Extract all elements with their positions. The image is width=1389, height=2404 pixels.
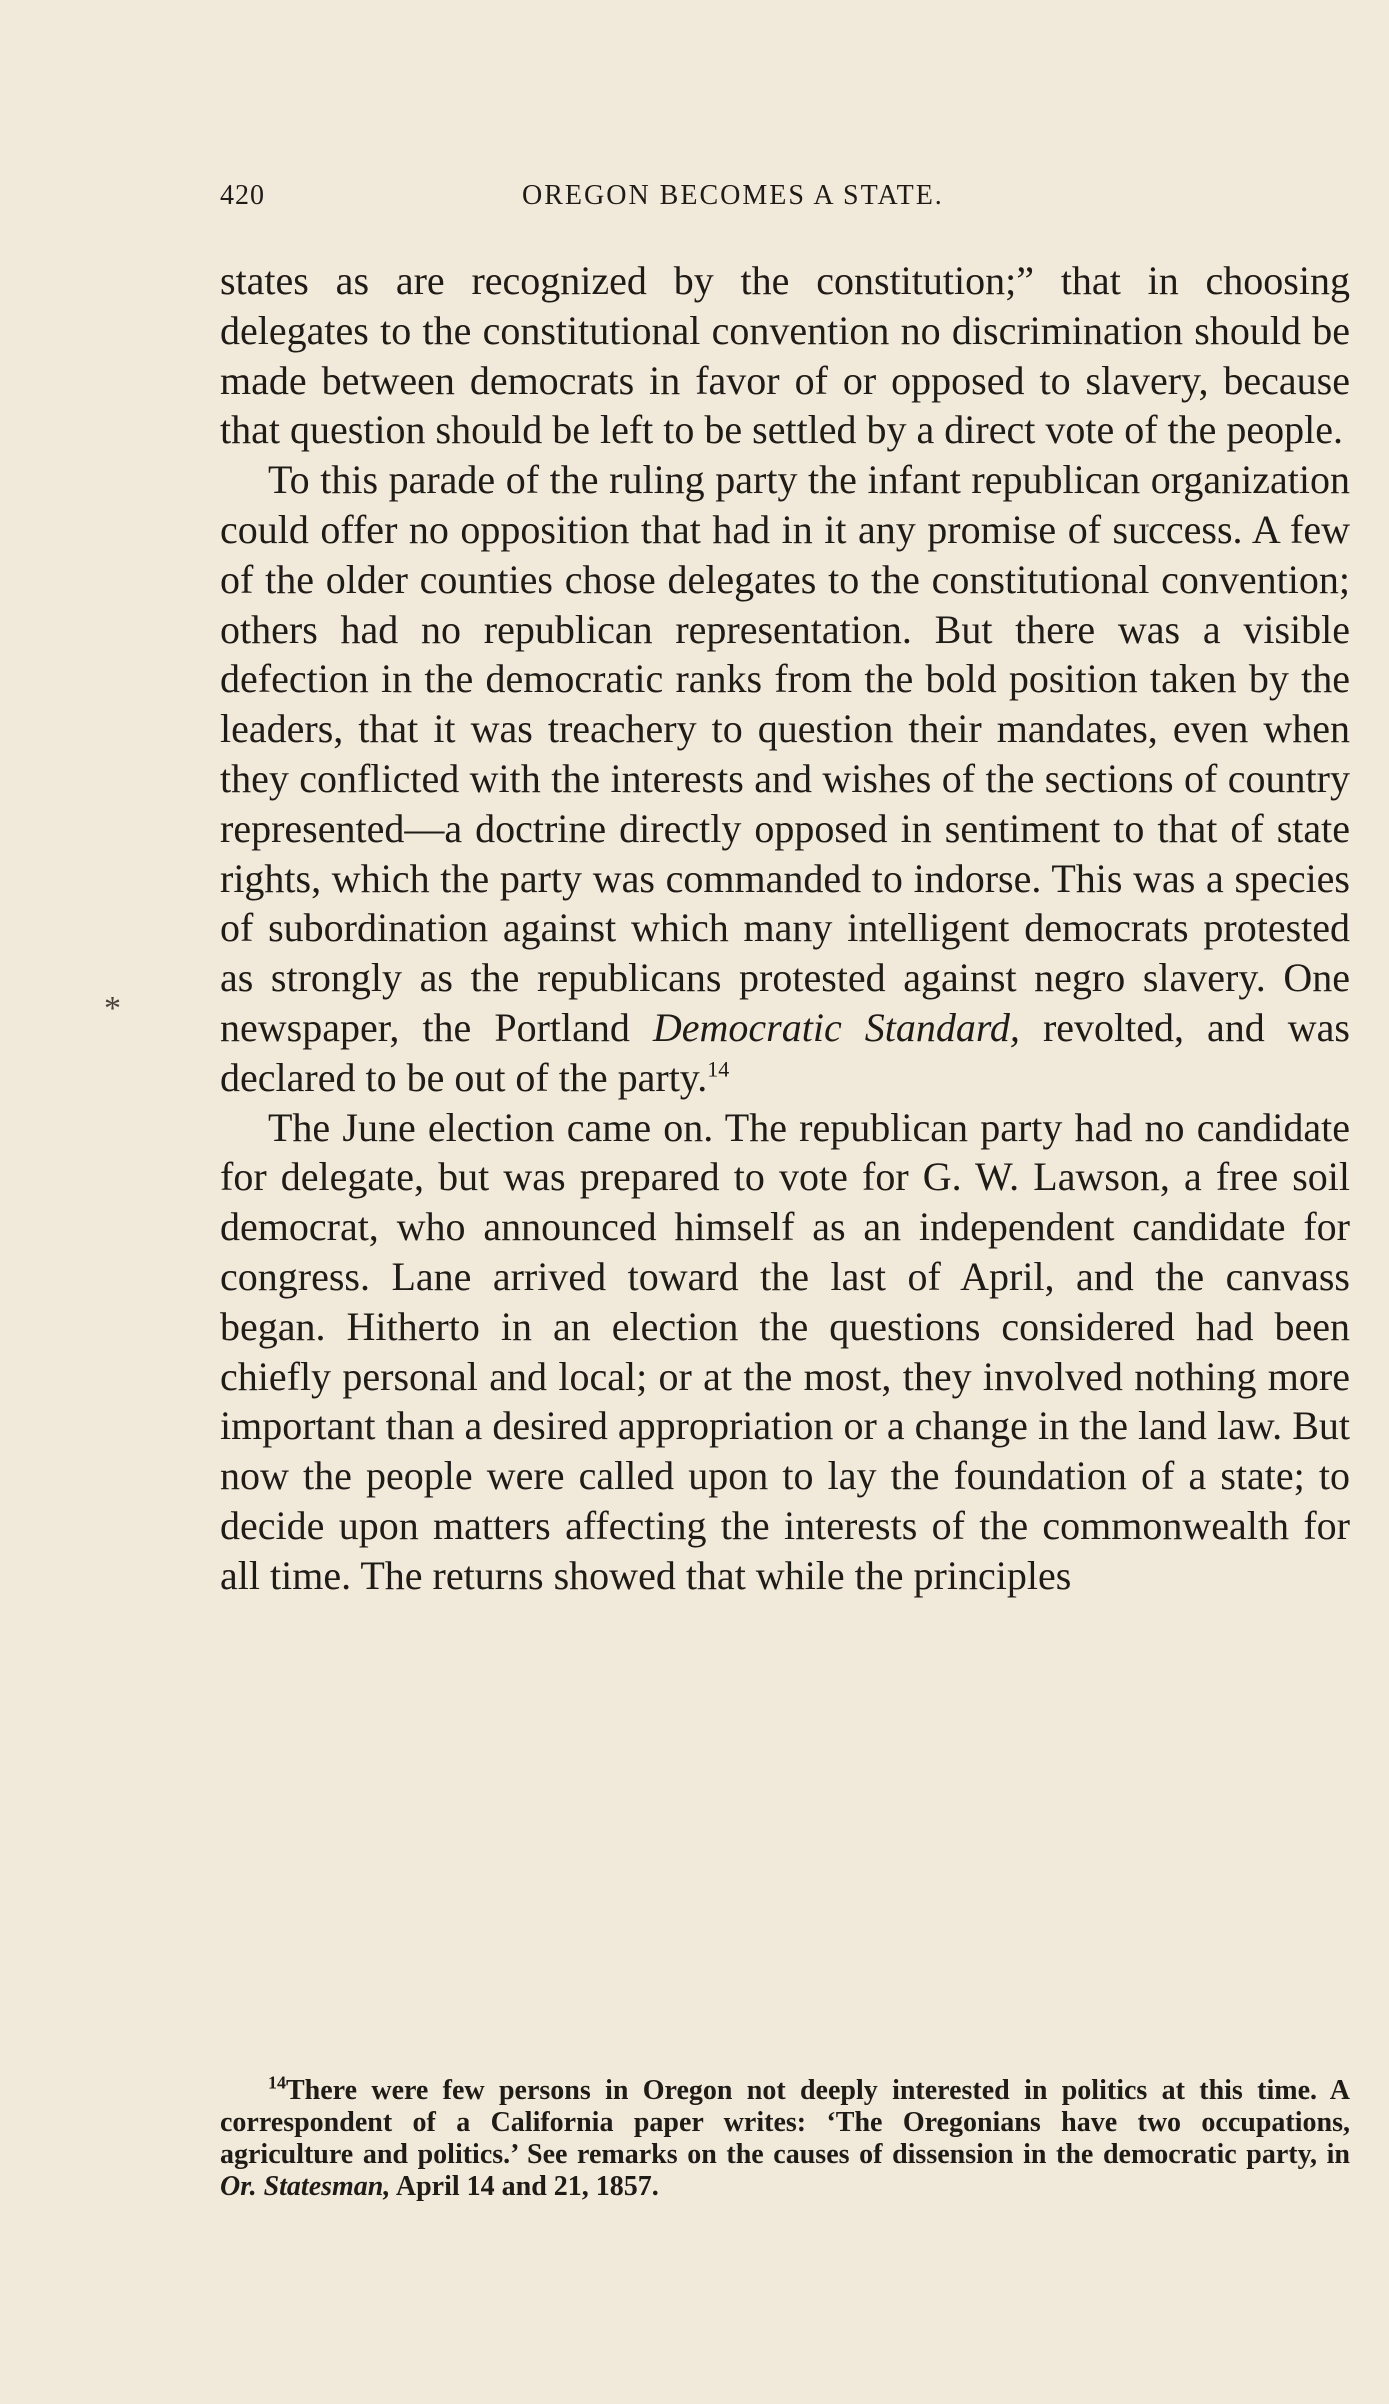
footnote-mark: 14	[268, 2072, 286, 2093]
footnote-14	[220, 2072, 1350, 2203]
paragraph-1: states as are recognized by the constitution;” that in choosing delegates to the constitutional convention no discrimination should be made between democrats in favor of or opposed to slavery, because that question should be left to be settled by a direct vote of the people.	[220, 258, 1350, 453]
footnote-text: There were few persons in Oregon not deeply interested in politics at this time. A correspondent of a California paper writes: ‘The Oregonians have two occupations, agriculture and politics.’ See remarks on the causes of dissension in the democratic party, in	[220, 2075, 1350, 2170]
running-head: OREGON BECOMES A STATE.	[522, 180, 944, 211]
paragraph-2-text: To this parade of the ruling party the infant republican organization could offer no opposition that had in it any promise of success. A few of the older counties chose delegates to the constitutional convention; others had no republican representation. But there was a visible defection in the democratic ranks from the bold position taken by the leaders, that it was treachery to question their mandates, even when they conflicted with the interests and wishes of the sections of country represented—a doctrine directly opposed in sentiment to that of state rights, which the party was commanded to indorse. This was a species of subordination against which many intelligent democrats protested as strongly as the republicans protested against negro slavery. One newspaper, the Portland	[220, 457, 1350, 1050]
newspaper-title: Democratic Standard,	[652, 1004, 1020, 1050]
footnote-source-title: Or. Statesman,	[220, 2171, 391, 2202]
paragraph-2-text-end: revolted, and was declared to be out of the party.	[220, 1004, 1350, 1100]
footnote-text-end: April 14 and 21, 1857.	[390, 2171, 659, 2202]
paragraph-2	[220, 455, 1350, 1102]
margin-asterisk: *	[104, 990, 121, 1027]
paragraph-3: The June election came on. The republican party had no candidate for delegate, but was prepared to vote for G. W. Lawson, a free soil democrat, who announced himself as an independent candidate for congress. Lane arrived toward the last of April, and the canvass began. Hitherto in an election the questions considered had been chiefly personal and local; or at the most, they involved nothing more important than a desired appropriation or a change in the land law. But now the people were called upon to lay the foundation of a state; to decide upon matters affecting the interests of the commonwealth for all time. The returns showed that while the principles	[220, 1104, 1350, 1598]
page-number: 420	[220, 180, 265, 211]
page-header	[220, 180, 1350, 220]
footnote-area	[220, 2072, 1350, 2203]
footnote-reference[interactable]: 14	[707, 1056, 730, 1082]
body-text	[220, 256, 1350, 1601]
